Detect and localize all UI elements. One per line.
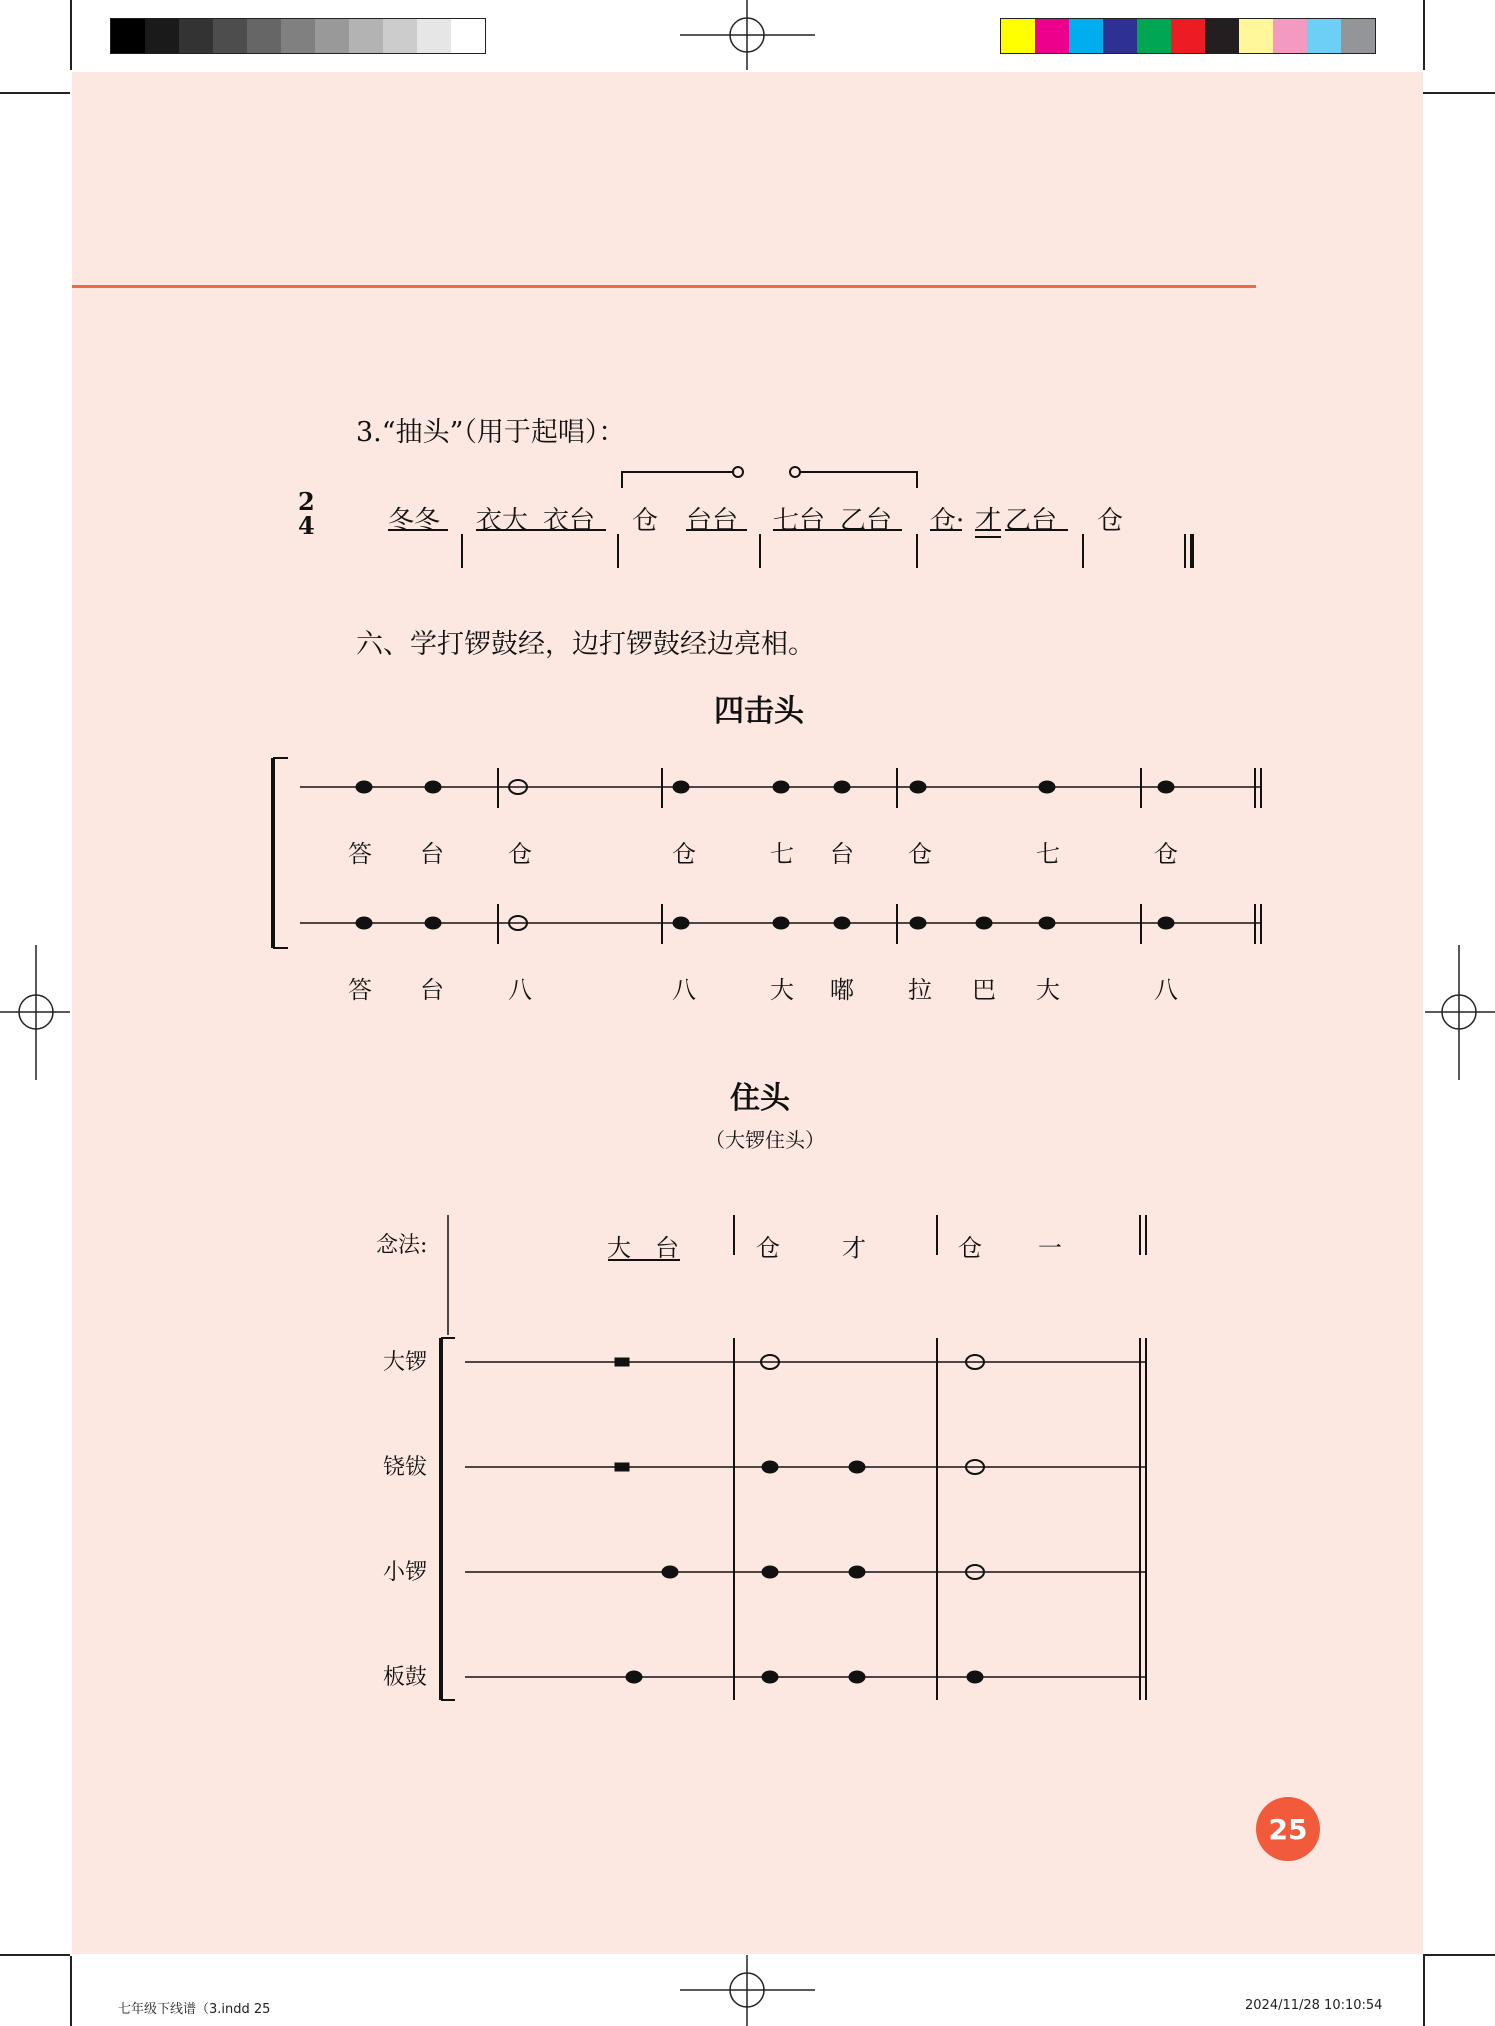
time-signature-bottom: 4 — [298, 511, 315, 540]
strip-item: 仓 — [1097, 506, 1124, 536]
nianfa-item: 大 — [607, 1234, 631, 1262]
footer-timestamp: 2024/11/28 10:10:54 — [1245, 1998, 1383, 2013]
lyric: 答 — [348, 840, 372, 868]
nianfa-item: 才 — [842, 1234, 866, 1262]
lyric: 台 — [420, 976, 444, 1004]
strip-item: 乙台 — [1005, 506, 1058, 536]
lyric: 大 — [770, 976, 794, 1004]
nianfa-item: 一 — [1038, 1234, 1062, 1262]
lyric: 大 — [1036, 976, 1060, 1004]
lyric: 八 — [508, 976, 532, 1004]
strip-item: 才 — [975, 506, 1002, 536]
section-heading-3: 3.“抽头”（用于起唱）： — [356, 417, 626, 448]
nianfa-label: 念法: — [376, 1233, 428, 1258]
lyric: 台 — [830, 840, 854, 868]
lyric: 巴 — [972, 976, 996, 1004]
lyric: 仓 — [908, 840, 932, 868]
nianfa-item: 台 — [655, 1234, 679, 1262]
lyric: 嘟 — [830, 976, 854, 1004]
score-title-1: 四击头 — [714, 694, 804, 729]
strip-item: 台台 — [686, 506, 739, 536]
instrument-label: 铙钹 — [383, 1455, 428, 1480]
strip-item: 乙台 — [840, 506, 893, 536]
instrument-label: 小锣 — [383, 1560, 428, 1585]
lyric: 拉 — [908, 976, 932, 1004]
lyric: 八 — [1154, 976, 1178, 1004]
strip-item: 冬冬 — [388, 506, 441, 536]
lyric: 七 — [1036, 840, 1060, 868]
lyric: 仓 — [508, 840, 532, 868]
time-signature-top: 2 — [298, 487, 315, 516]
strip-item: 仓· — [930, 506, 965, 536]
lyric: 仓 — [1154, 840, 1178, 868]
strip-item: 七台 — [773, 506, 826, 536]
nianfa-item: 仓 — [958, 1234, 982, 1262]
lyric: 答 — [348, 976, 372, 1004]
strip-item: 衣台 — [543, 506, 596, 536]
lyric: 仓 — [672, 840, 696, 868]
score-title-2: 住头 — [730, 1081, 790, 1116]
score-subtitle-2: （大锣住头） — [705, 1128, 825, 1152]
nianfa-item: 仓 — [756, 1234, 780, 1262]
instrument-label: 板鼓 — [383, 1665, 428, 1690]
page-number-badge: 25 — [1256, 1797, 1320, 1861]
strip-item: 衣大 — [476, 506, 529, 536]
lyric: 七 — [770, 840, 794, 868]
lyric: 八 — [672, 976, 696, 1004]
strip-item: 仓 — [632, 506, 659, 536]
lyric: 台 — [420, 840, 444, 868]
section-heading-6: 六、学打锣鼓经，边打锣鼓经边亮相。 — [356, 629, 815, 660]
instrument-label: 大锣 — [383, 1350, 428, 1375]
footer-file-info: 七年级下线谱（3.indd 25 — [118, 2002, 271, 2017]
